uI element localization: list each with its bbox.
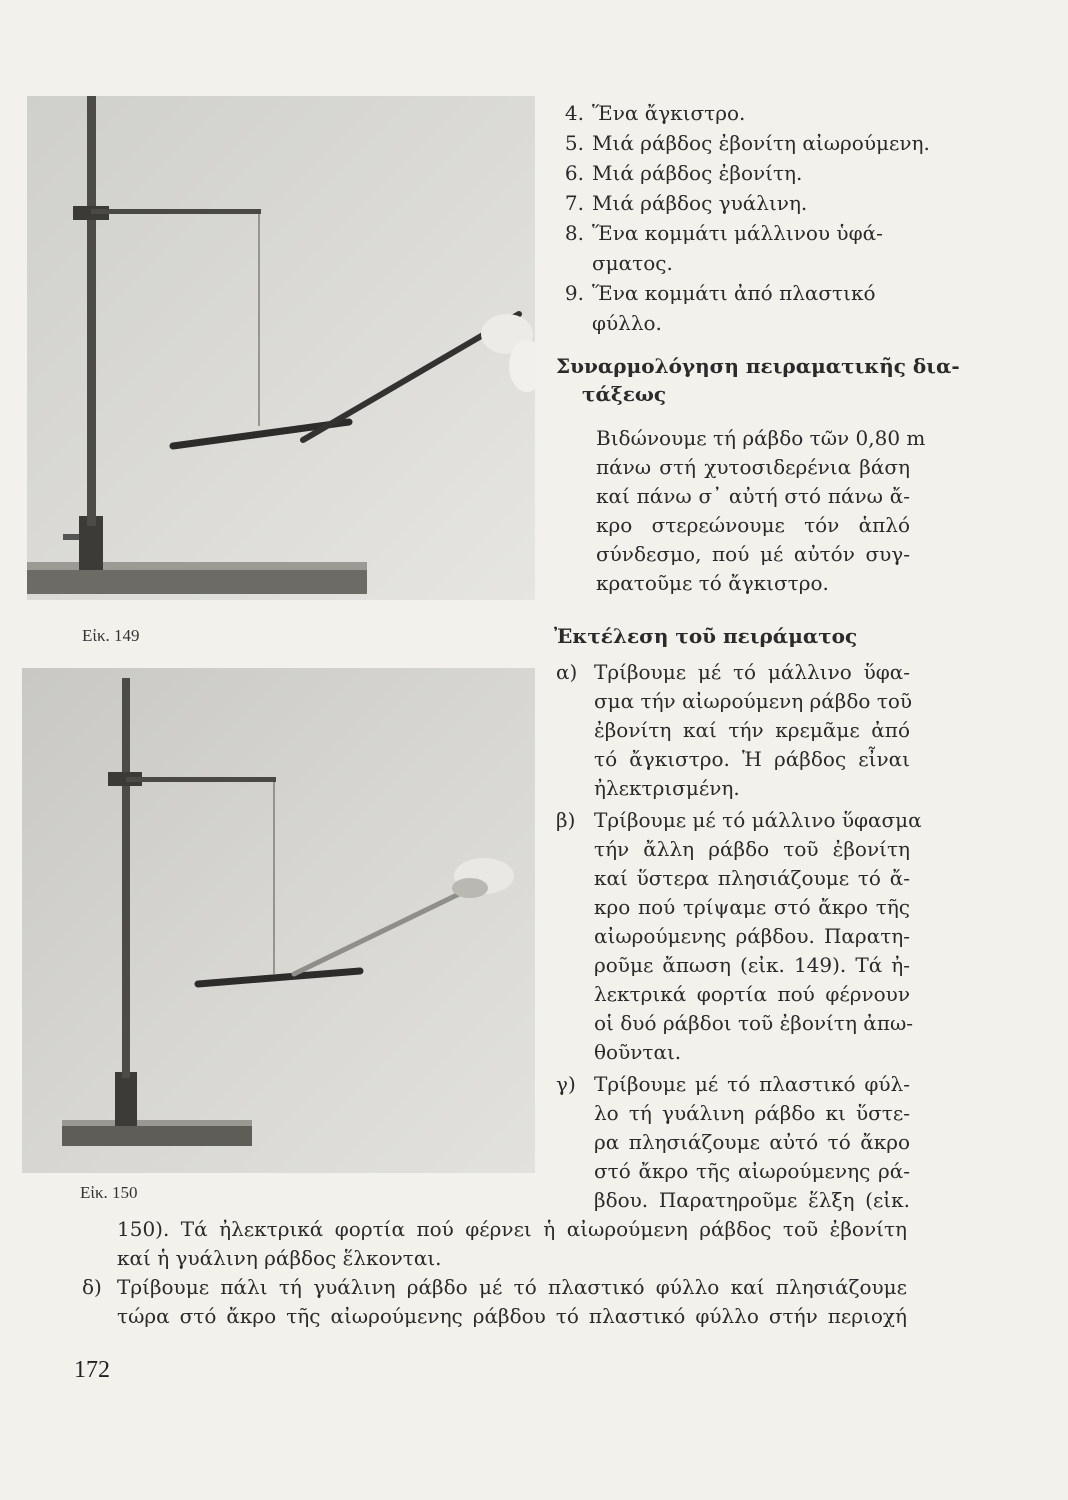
paragraph-line: ρα πλησιάζουμε αὐτό τό ἄκρο [594, 1130, 910, 1154]
paragraph-line: Τρίβουμε μέ τό μάλλινο ὕφα- [594, 660, 910, 684]
assembly-paragraph [596, 424, 926, 598]
list-item [556, 128, 930, 158]
paragraph-line: στό ἄκρο τῆς αἰωρούμενης ρά- [594, 1159, 910, 1183]
list-number: 4. [564, 101, 584, 125]
paragraph-line: καί ἡ γυάλινη ράβδος ἕλκονται. [117, 1246, 442, 1270]
paragraph-line: κρο στερεώνουμε τόν ἁπλό [596, 513, 910, 537]
figure-149-photo [27, 96, 535, 600]
list-number: 6. [564, 161, 584, 185]
paragraph-line: 150). Τά ἠλεκτρικά φορτία πού φέρνει ἡ αἰωρούμενη ράβδος τοῦ ἐβονίτη [117, 1217, 907, 1241]
list-text: Μιά ράβδος ἐβονίτη. [592, 161, 803, 185]
figure-150-caption: Εἰκ. 150 [80, 1183, 138, 1202]
paragraph-line: αἰωρούμενης ράβδου. Παρατη- [594, 924, 910, 948]
paragraph-line: πάνω στή χυτοσιδερένια βάση [596, 455, 910, 479]
page-number: 172 [74, 1357, 110, 1383]
step-c-continuation [117, 1215, 907, 1273]
paragraph-line: κρατοῦμε τό ἄγκιστρο. [596, 571, 829, 595]
list-text: Μιά ράβδος ἐβονίτη αἰωρούμενη. [592, 131, 930, 155]
list-continuation: φύλλο. [592, 311, 662, 335]
list-number: 7. [564, 191, 584, 215]
section-heading-assembly: Συναρμολόγηση πειραματικῆς δια- [556, 354, 960, 378]
list-text: Ἕνα ἄγκιστρο. [592, 101, 746, 125]
step-label-c: γ) [556, 1072, 576, 1096]
paragraph-line: οἱ δυό ράβδοι τοῦ ἐβονίτη ἀπω- [594, 1011, 914, 1035]
list-item [556, 158, 802, 188]
paragraph-line: τό ἄγκιστρο. Ἡ ράβδος εἶναι [594, 747, 910, 771]
list-number: 8. [564, 221, 584, 245]
list-continuation: σματος. [592, 251, 673, 275]
paragraph-line: σμα τήν αἰωρούμενη ράβδο τοῦ [594, 689, 913, 713]
list-item [556, 98, 745, 128]
list-text: Ἕνα κομμάτι ἀπό πλαστικό [592, 281, 876, 305]
paragraph-line: θοῦνται. [594, 1040, 682, 1064]
paragraph-line: καί ὕστερα πλησιάζουμε τό ἄ- [594, 866, 910, 890]
paragraph-line: σύνδεσμο, πού μέ αὐτόν συγ- [596, 542, 910, 566]
list-item [556, 218, 883, 248]
list-number: 5. [564, 131, 584, 155]
paragraph-line: λεκτρικά φορτία πού φέρνουν [594, 982, 910, 1006]
step-a-text [594, 658, 913, 803]
list-number: 9. [564, 281, 584, 305]
paragraph-line: κρο πού τρίψαμε στό ἄκρο τῆς [594, 895, 910, 919]
step-label-b: β) [556, 808, 576, 832]
paragraph-line: τήν ἄλλη ράβδο τοῦ ἐβονίτη [594, 837, 910, 861]
step-d-text [117, 1273, 907, 1331]
paragraph-line: Τρίβουμε μέ τό μάλλινο ὕφασμα [594, 808, 922, 832]
stand-repulsion-illustration [27, 96, 535, 600]
paragraph-line: Τρίβουμε μέ τό πλαστικό φύλ- [594, 1072, 910, 1096]
paragraph-line: τώρα στό ἄκρο τῆς αἰωρούμενης ράβδου τό πλαστικό φύλλο στήν περιοχή [117, 1304, 907, 1328]
list-item [556, 278, 876, 308]
step-label-d: δ) [82, 1275, 102, 1299]
list-text: Μιά ράβδος γυάλινη. [592, 191, 808, 215]
section-heading-assembly-cont: τάξεως [582, 382, 667, 406]
paragraph-line: Τρίβουμε πάλι τή γυάλινη ράβδο μέ τό πλαστικό φύλλο καί πλησιάζουμε [117, 1275, 907, 1299]
paragraph-line: ἐβονίτη καί τήν κρεμᾶμε ἀπό [594, 718, 910, 742]
step-b-text [594, 806, 922, 1067]
step-label-a: α) [556, 660, 578, 684]
step-c-text [594, 1070, 910, 1215]
paragraph-line: λο τή γυάλινη ράβδο κι ὕστε- [594, 1101, 910, 1125]
figure-150-photo [22, 668, 535, 1173]
section-heading-procedure: Ἐκτέλεση τοῦ πειράματος [554, 624, 858, 648]
list-text: Ἕνα κομμάτι μάλλινου ὑφά- [592, 221, 883, 245]
paragraph-line: καί πάνω σ᾽ αὐτή στό πάνω ἄ- [596, 484, 910, 508]
paragraph-line: Βιδώνουμε τή ράβδο τῶν 0,80 m [596, 426, 926, 450]
paragraph-line: ροῦμε ἄπωση (εἰκ. 149). Τά ἠ- [594, 953, 910, 977]
list-item [556, 188, 807, 218]
stand-attraction-illustration [22, 668, 535, 1173]
paragraph-line: βδου. Παρατηροῦμε ἕλξη (εἰκ. [594, 1188, 910, 1212]
figure-149-caption: Εἰκ. 149 [82, 626, 140, 645]
paragraph-line: ἠλεκτρισμένη. [594, 776, 740, 800]
